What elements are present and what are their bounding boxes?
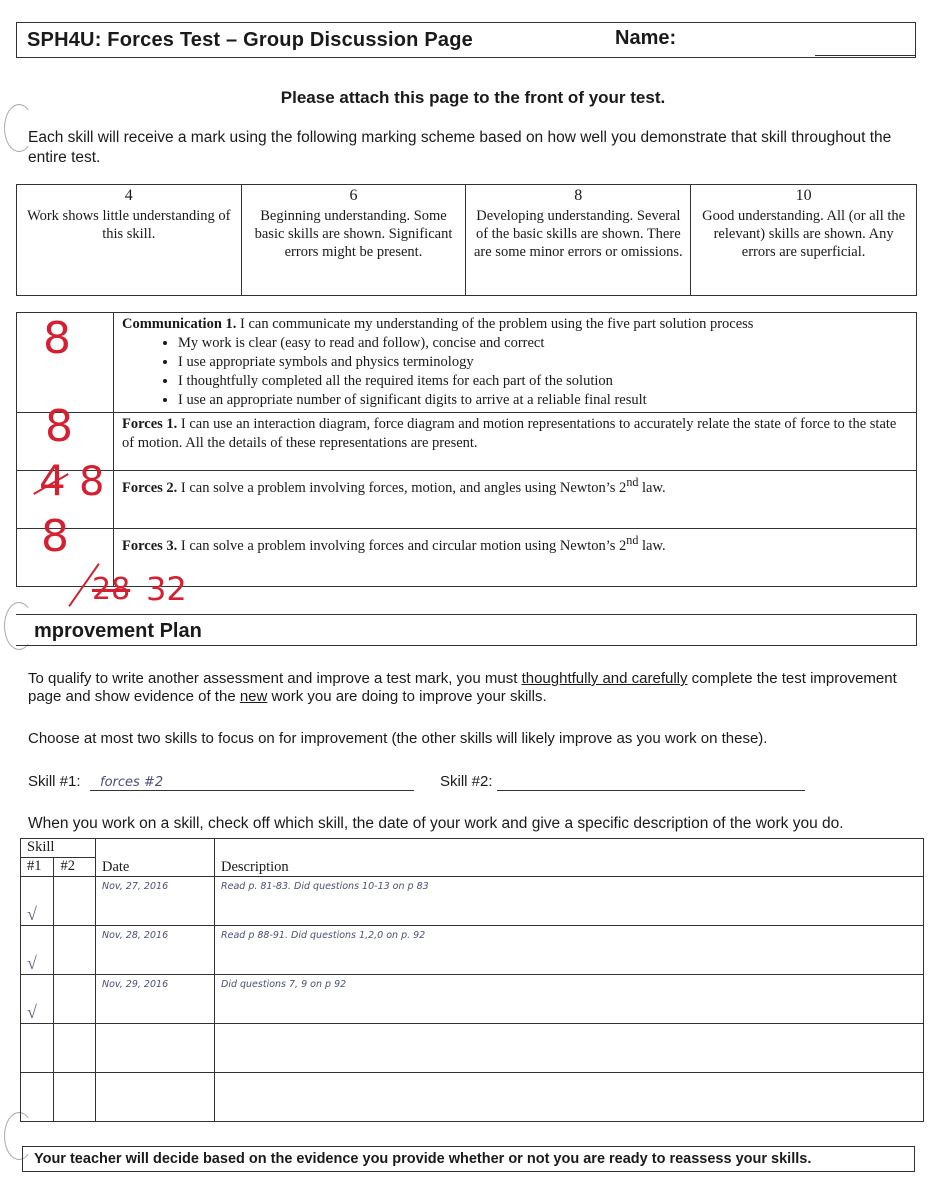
scheme-score: 6 bbox=[349, 187, 358, 204]
log-check2-cell[interactable] bbox=[54, 926, 96, 975]
skill1-label: Skill #1: bbox=[28, 773, 81, 790]
skill-text: I can solve a problem involving forces, motion, and angles using Newton’s 2 bbox=[180, 479, 627, 496]
skill-text: I can solve a problem involving forces and circular motion using Newton’s 2 bbox=[180, 537, 627, 554]
skill-title: Communication 1. bbox=[122, 316, 237, 332]
log-row bbox=[21, 877, 924, 926]
skill-bullet: • I thoughtfully completed all the required items for each part of the solution bbox=[178, 372, 908, 391]
skill-mark: 8 bbox=[79, 459, 105, 505]
qualify-underline: new bbox=[239, 688, 268, 705]
skills-table bbox=[16, 312, 917, 587]
superscript: nd bbox=[626, 475, 639, 489]
name-field[interactable] bbox=[815, 55, 915, 56]
skill-description bbox=[114, 313, 917, 413]
log-row bbox=[21, 926, 924, 975]
intro-text: Each skill will receive a mark using the following marking scheme based on how well you demonstrate that skill throughout the entire test. bbox=[28, 129, 892, 166]
scheme-score: 10 bbox=[795, 187, 812, 204]
qualify-part: work you are doing to improve your skills. bbox=[267, 688, 547, 705]
skill-mark-cell[interactable] bbox=[17, 313, 114, 413]
log-check1-cell[interactable] bbox=[21, 926, 54, 975]
qualify-text bbox=[28, 670, 908, 706]
skill-description bbox=[114, 413, 917, 471]
log-header-description: Description bbox=[215, 839, 924, 877]
log-row bbox=[21, 1024, 924, 1073]
log-row bbox=[21, 1073, 924, 1122]
log-description-cell[interactable] bbox=[215, 926, 924, 975]
skill1-field[interactable] bbox=[90, 790, 414, 791]
name-label: Name: bbox=[615, 27, 677, 49]
log-description-cell[interactable] bbox=[215, 1024, 924, 1073]
footer-note: Your teacher will decide based on the evidence you provide whether or not you are ready to reassess your skills. bbox=[34, 1151, 812, 1167]
plan-title: mprovement Plan bbox=[34, 620, 202, 642]
scheme-cell bbox=[691, 185, 917, 296]
header-box bbox=[16, 22, 916, 58]
log-header-skill: Skill bbox=[21, 839, 96, 858]
qualify-underline: thoughtfully and carefully bbox=[521, 670, 688, 687]
log-check2-cell[interactable] bbox=[54, 877, 96, 926]
skill-text: I can communicate my understanding of the problem using the five part solution process bbox=[240, 316, 754, 332]
superscript: nd bbox=[626, 533, 639, 547]
skill-mark: 8 bbox=[41, 511, 69, 562]
log-date: Nov, 27, 2016 bbox=[102, 881, 169, 892]
log-check1-cell[interactable] bbox=[21, 877, 54, 926]
log-row bbox=[21, 975, 924, 1024]
log-header-n1: #1 bbox=[21, 858, 54, 877]
scheme-cell bbox=[466, 185, 691, 296]
log-check2-cell[interactable] bbox=[54, 1073, 96, 1122]
scheme-score: 4 bbox=[124, 187, 133, 204]
qualify-part: complete the test improvement page and show evidence of the bbox=[28, 670, 897, 705]
skill-bullets bbox=[122, 334, 908, 410]
skill2-label: Skill #2: bbox=[440, 773, 493, 790]
scheme-text: Beginning understanding. Some basic skills are shown. Significant errors might be present. bbox=[254, 208, 453, 260]
log-description-cell[interactable] bbox=[215, 1073, 924, 1122]
skill-row bbox=[17, 471, 917, 529]
skill-description bbox=[114, 471, 917, 529]
log-description-cell[interactable] bbox=[215, 877, 924, 926]
skill2-field[interactable] bbox=[497, 790, 805, 791]
log-check1-cell[interactable] bbox=[21, 975, 54, 1024]
skill-mark-crossed: 4 bbox=[39, 456, 66, 505]
log-header-n2: #2 bbox=[54, 858, 96, 877]
log-description: Read p. 81-83. Did questions 10-13 on p 83 bbox=[221, 881, 429, 892]
page-title: SPH4U: Forces Test – Group Discussion Page bbox=[27, 29, 473, 51]
log-date: Nov, 29, 2016 bbox=[102, 979, 169, 990]
log-date-cell[interactable] bbox=[96, 1024, 215, 1073]
check-mark: √ bbox=[27, 904, 37, 924]
log-check2-cell[interactable] bbox=[54, 975, 96, 1024]
log-date-cell[interactable] bbox=[96, 926, 215, 975]
scheme-text: Work shows little understanding of this skill. bbox=[27, 208, 231, 242]
log-description-cell[interactable] bbox=[215, 975, 924, 1024]
log-date-cell[interactable] bbox=[96, 877, 215, 926]
skill-bullet: • I use appropriate symbols and physics terminology bbox=[178, 353, 908, 372]
log-description: Read p 88-91. Did questions 1,2,0 on p. 92 bbox=[221, 930, 426, 941]
skill-mark: 8 bbox=[45, 401, 73, 452]
log-header-date: Date bbox=[96, 839, 215, 877]
scheme-score: 8 bbox=[574, 187, 583, 204]
qualify-part: To qualify to write another assessment and improve a test mark, you must bbox=[28, 670, 522, 687]
log-intro: When you work on a skill, check off which skill, the date of your work and give a specific description of the work you do. bbox=[28, 815, 844, 832]
scheme-cell bbox=[17, 185, 242, 296]
skill-title: Forces 2. bbox=[122, 479, 178, 496]
skill-title: Forces 3. bbox=[122, 537, 178, 554]
log-date-cell[interactable] bbox=[96, 975, 215, 1024]
check-mark: √ bbox=[27, 1002, 37, 1022]
skill-bullet: • I use an appropriate number of significant digits to arrive at a reliable final result bbox=[178, 391, 908, 410]
scheme-cell bbox=[241, 185, 466, 296]
skill-text-tail: law. bbox=[638, 479, 666, 496]
log-check1-cell[interactable] bbox=[21, 1073, 54, 1122]
skill-row bbox=[17, 313, 917, 413]
scheme-text: Good understanding. All (or all the relevant) skills are shown. Any errors are superficial. bbox=[702, 208, 906, 260]
log-date-cell[interactable] bbox=[96, 1073, 215, 1122]
skill1-value: forces #2 bbox=[100, 775, 164, 790]
skill-bullet: • My work is clear (easy to read and follow), concise and correct bbox=[178, 334, 908, 353]
skill-description bbox=[114, 529, 917, 587]
marking-scheme-table bbox=[16, 184, 917, 296]
scheme-text: Developing understanding. Several of the basic skills are shown. There are some minor errors or omissions. bbox=[473, 208, 683, 260]
skill-text: I can use an interaction diagram, force diagram and motion representations to accurately relate the state of force to the state of motion. All the details of these representations are present. bbox=[122, 416, 897, 451]
work-log-table bbox=[20, 838, 924, 1122]
log-date: Nov, 28, 2016 bbox=[102, 930, 169, 941]
choose-text: Choose at most two skills to focus on for improvement (the other skills will likely improve as you work on these). bbox=[28, 730, 768, 747]
check-mark: √ bbox=[27, 953, 37, 973]
log-header-row bbox=[21, 839, 924, 858]
skill-title: Forces 1. bbox=[122, 416, 178, 432]
skill-text-tail: law. bbox=[638, 537, 666, 554]
log-check1-cell[interactable] bbox=[21, 1024, 54, 1073]
total-crossed: 28 bbox=[92, 572, 131, 607]
skill-mark: 8 bbox=[43, 313, 71, 364]
attach-note: Please attach this page to the front of your test. bbox=[280, 88, 666, 107]
log-check2-cell[interactable] bbox=[54, 1024, 96, 1073]
log-description: Did questions 7, 9 on p 92 bbox=[221, 979, 347, 990]
total-score: 32 bbox=[146, 570, 187, 608]
skill-row bbox=[17, 413, 917, 471]
